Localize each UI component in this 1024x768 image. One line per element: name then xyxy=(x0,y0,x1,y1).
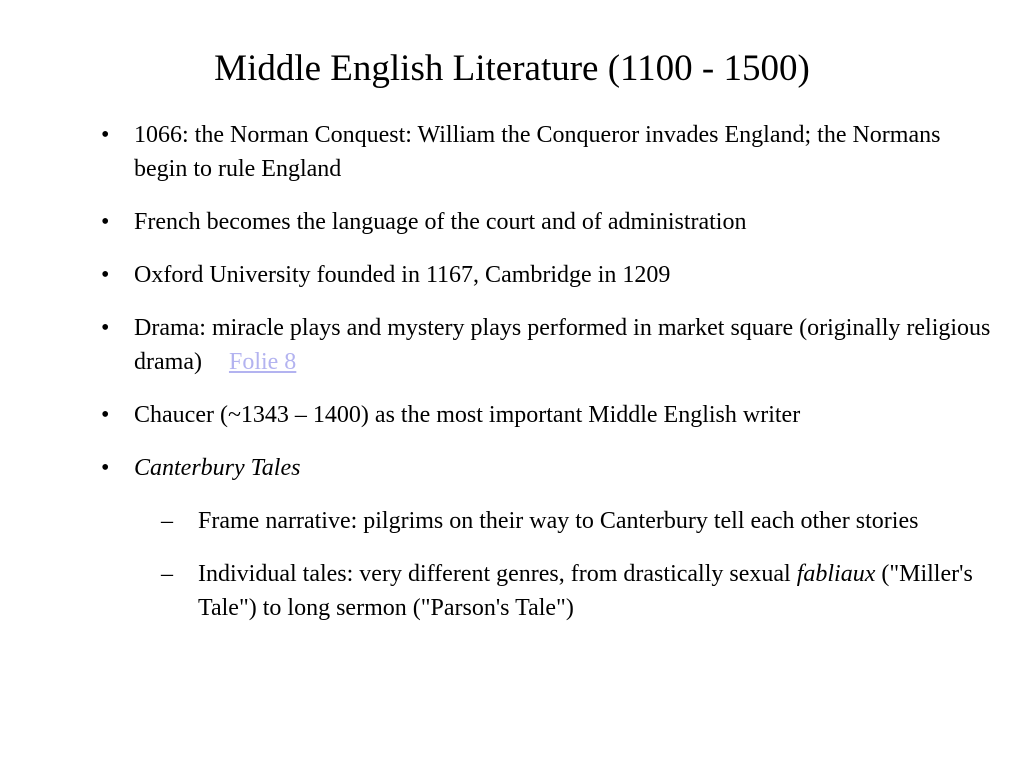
bullet-marker: • xyxy=(101,262,110,288)
bullet-item xyxy=(0,118,1024,186)
sub-bullet-item xyxy=(0,504,1024,538)
bullet-item xyxy=(0,205,1024,239)
bullet-marker: • xyxy=(101,209,110,235)
bullet-marker: • xyxy=(101,402,110,428)
bullet-marker: • xyxy=(101,455,110,481)
bullet-item xyxy=(0,451,1024,485)
bullet-text: French becomes the language of the court and of administration xyxy=(134,209,747,235)
bullet-item xyxy=(0,311,1024,379)
folie-8-link[interactable]: Folie 8 xyxy=(228,349,297,375)
sub-bullet-italic: fabliaux xyxy=(796,561,876,587)
bullet-text: Chaucer (~1343 – 1400) as the most important Middle English writer xyxy=(134,402,801,428)
slide-title: Middle English Literature (1100 - 1500) xyxy=(214,48,810,89)
sub-bullet-text: Frame narrative: pilgrims on their way to Canterbury tell each other stories xyxy=(198,508,919,534)
bullet-item xyxy=(0,258,1024,292)
bullet-text: Canterbury Tales xyxy=(134,455,301,481)
dash-marker: – xyxy=(161,561,173,587)
bullet-marker: • xyxy=(101,315,110,341)
bullet-list xyxy=(0,118,1024,644)
sub-bullet-text-after: ("Miller's Tale") to long sermon ("Parson's Tale") xyxy=(198,561,973,621)
bullet-item xyxy=(0,398,1024,432)
sub-bullet-text-before: Individual tales: very different genres, from drastically sexual xyxy=(198,561,797,587)
sub-bullet-item xyxy=(0,557,1024,625)
bullet-text: Oxford University founded in 1167, Cambridge in 1209 xyxy=(134,262,671,288)
dash-marker: – xyxy=(161,508,173,534)
bullet-text: Drama: miracle plays and mystery plays performed in market square (originally religious drama) xyxy=(134,315,991,375)
bullet-text: 1066: the Norman Conquest: William the Conqueror invades England; the Normans begin to rule England xyxy=(134,122,941,182)
bullet-marker: • xyxy=(101,122,110,148)
